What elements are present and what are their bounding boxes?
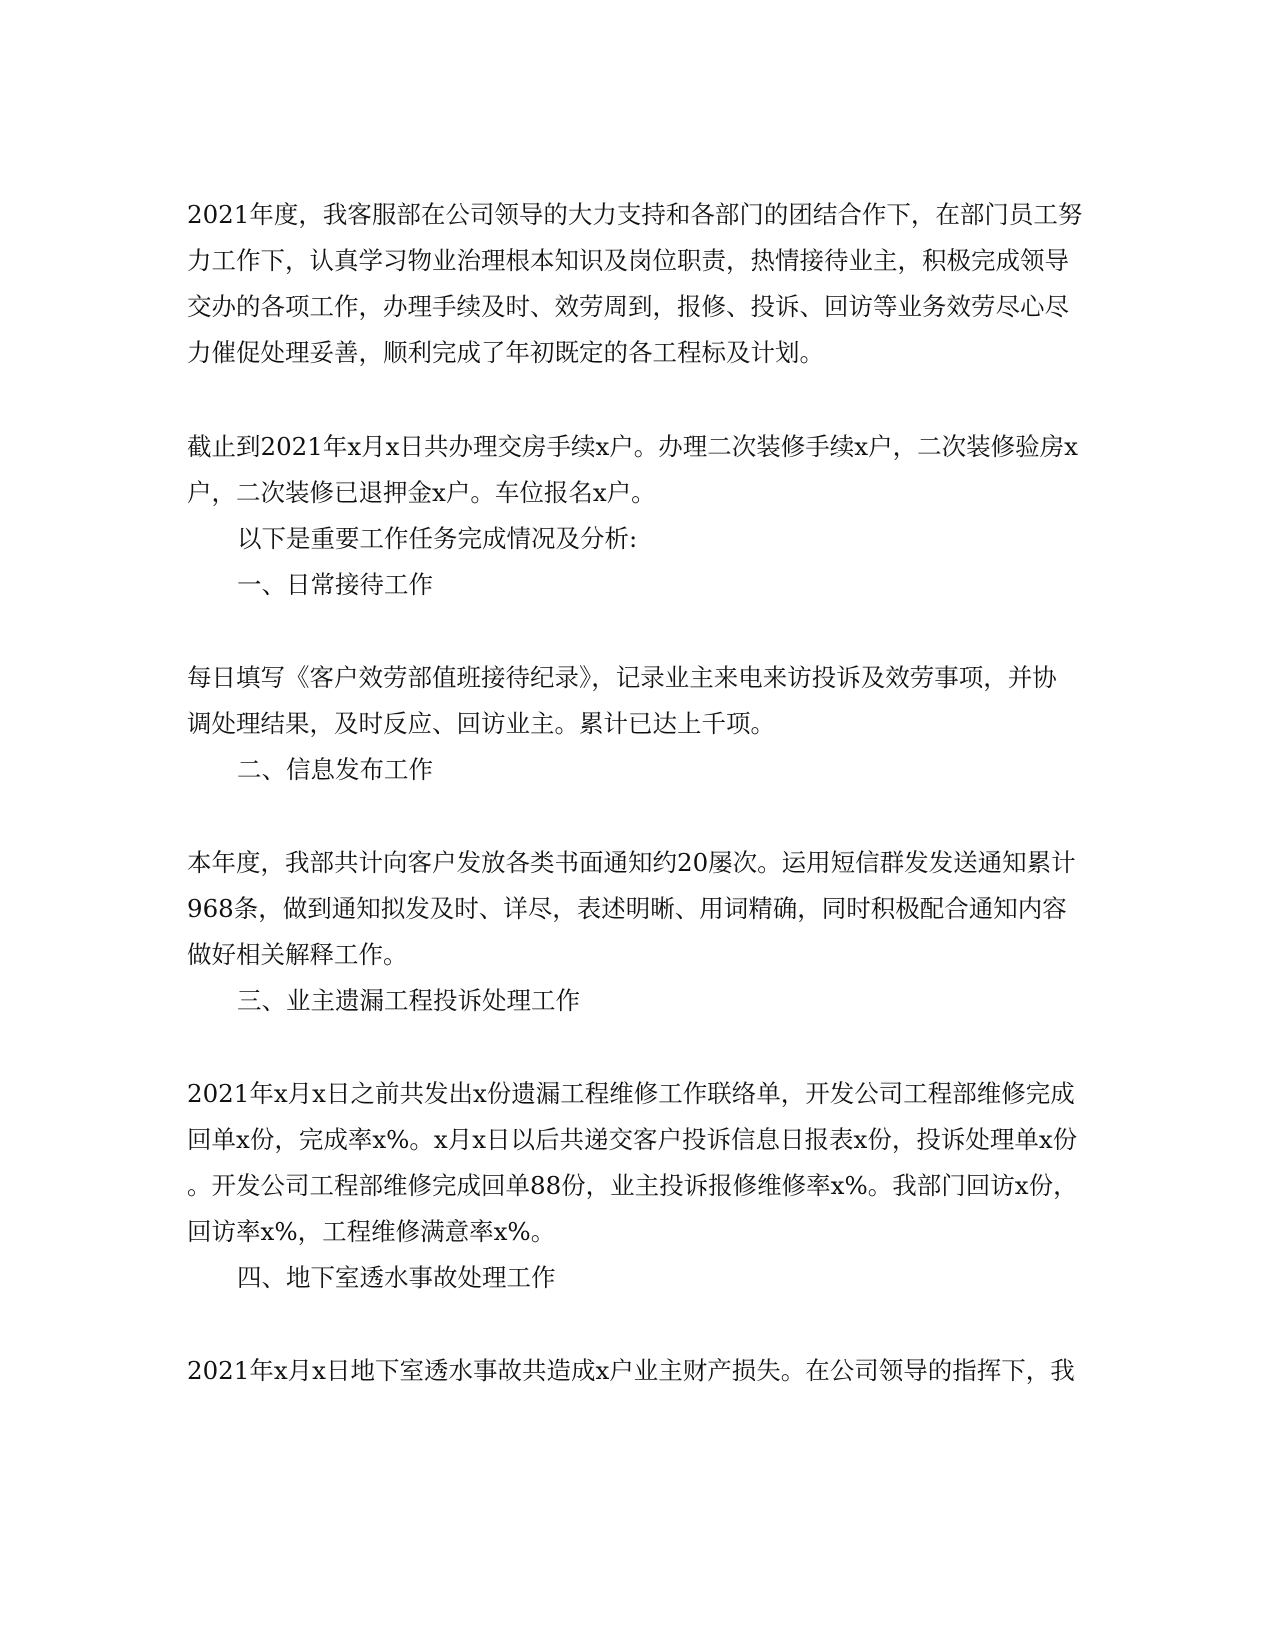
paragraph-line: 968条，做到通知拟发及时、详尽，表述明晰、用词精确，同时积极配合通知内容 xyxy=(187,894,1067,923)
paragraph-line: 做好相关解释工作。 xyxy=(187,940,408,969)
paragraph-line: 。开发公司工程部维修完成回单88份，业主投诉报修维修率x%。我部门回访x份， xyxy=(187,1171,1078,1200)
paragraph-line: 回单x份，完成率x%。x月x日以后共递交客户投诉信息日报表x份，投诉处理单x份 xyxy=(187,1125,1078,1154)
paragraph-line: 2021年x月x日之前共发出x份遗漏工程维修工作联络单，开发公司工程部维修完成 xyxy=(187,1079,1075,1108)
paragraph-line: 户，二次装修已退押金x户。车位报名x户。 xyxy=(187,478,656,507)
paragraph-line: 2021年度，我客服部在公司领导的大力支持和各部门的团结合作下，在部门员工努 xyxy=(187,200,1083,229)
section-heading-3: 三、业主遗漏工程投诉处理工作 xyxy=(237,986,580,1015)
section-heading-2: 二、信息发布工作 xyxy=(237,755,433,784)
section-heading-4: 四、地下室透水事故处理工作 xyxy=(237,1263,556,1292)
paragraph-line: 力催促处理妥善，顺利完成了年初既定的各工程标及计划。 xyxy=(187,338,824,367)
paragraph-line: 回访率x%，工程维修满意率x%。 xyxy=(187,1217,556,1246)
paragraph-line: 力工作下，认真学习物业治理根本知识及岗位职责，热情接待业主，积极完成领导 xyxy=(187,246,1069,275)
intro-line: 以下是重要工作任务完成情况及分析: xyxy=(237,524,638,553)
section-heading-1: 一、日常接待工作 xyxy=(237,570,433,599)
paragraph-line: 2021年x月x日地下室透水事故共造成x户业主财产损失。在公司领导的指挥下，我 xyxy=(187,1356,1075,1385)
paragraph-line: 每日填写《客户效劳部值班接待纪录》，记录业主来电来访投诉及效劳事项，并协 xyxy=(187,663,1057,692)
paragraph-line: 调处理结果，及时反应、回访业主。累计已达上千项。 xyxy=(187,709,775,738)
paragraph-line: 本年度，我部共计向客户发放各类书面通知约20屡次。运用短信群发发送通知累计 xyxy=(187,848,1076,877)
paragraph-line: 交办的各项工作，办理手续及时、效劳周到，报修、投诉、回访等业务效劳尽心尽 xyxy=(187,292,1069,321)
paragraph-line: 截止到2021年x月x日共办理交房手续x户。办理二次装修手续x户，二次装修验房x xyxy=(187,432,1078,461)
